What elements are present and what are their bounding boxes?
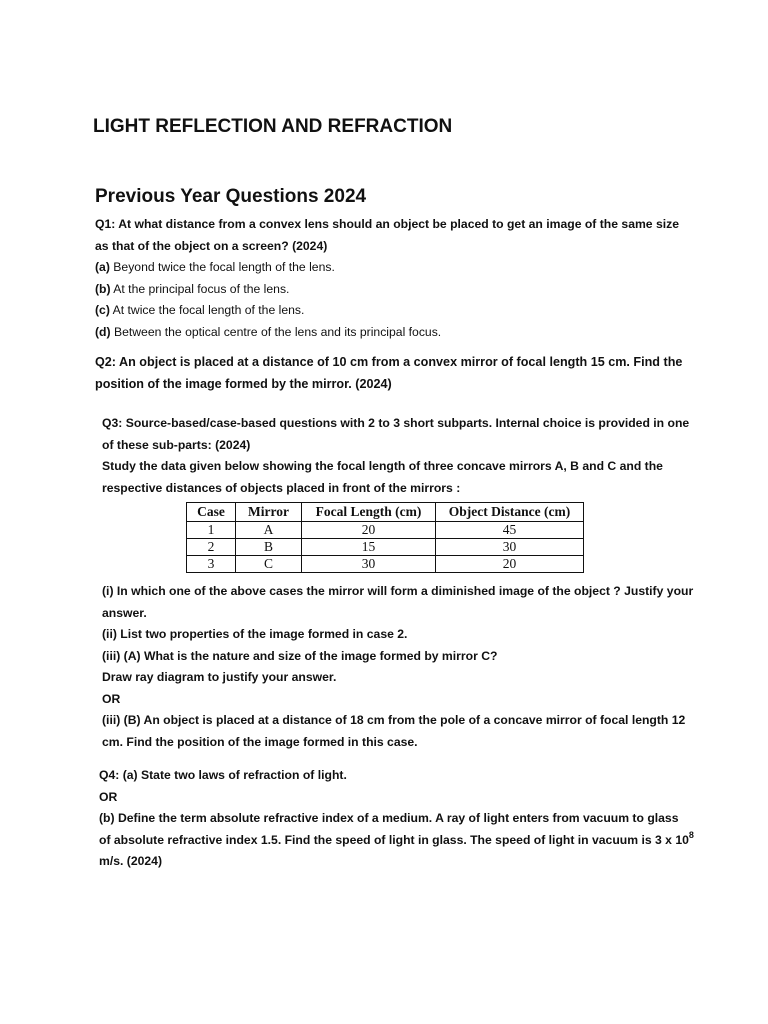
table-cell: 30 bbox=[302, 556, 436, 573]
table-cell: B bbox=[236, 539, 302, 556]
q3-part-line: (iii) (B) An object is placed at a distance of 18 cm from the pole of a concave mirror of focal length 12 bbox=[102, 713, 686, 727]
table-header-cell: Case bbox=[187, 503, 236, 522]
option-label: (a) bbox=[95, 260, 110, 274]
table-cell: 20 bbox=[436, 556, 584, 573]
q4-line-4-text: of absolute refractive index 1.5. Find the speed of light in glass. The speed of light in vacuum is 3 x 10 bbox=[99, 832, 689, 847]
q3-line-4: respective distances of objects placed in front of the mirrors : bbox=[102, 480, 461, 495]
table-cell: A bbox=[236, 522, 302, 539]
q3-part-line: (ii) List two properties of the image formed in case 2. bbox=[102, 627, 408, 641]
q3-part-line: answer. bbox=[102, 605, 147, 620]
q2-line-1: Q2: An object is placed at a distance of 10 cm from a convex mirror of focal length 15 cm. Find the bbox=[95, 355, 683, 369]
option-label: (b) bbox=[95, 281, 111, 296]
q4-line-4 bbox=[99, 830, 709, 852]
table-cell: 3 bbox=[187, 556, 236, 573]
exponent: 8 bbox=[688, 829, 694, 840]
q3-line-1: Q3: Source-based/case-based questions with 2 to 3 short subparts. Internal choice is provided in one bbox=[102, 416, 690, 430]
q1-option-a bbox=[95, 257, 695, 279]
table-header-cell: Object Distance (cm) bbox=[436, 503, 584, 522]
table-header-row bbox=[187, 503, 584, 522]
table-cell: C bbox=[236, 556, 302, 573]
option-label: (d) bbox=[95, 324, 111, 339]
q3-part-line: Draw ray diagram to justify your answer. bbox=[102, 670, 337, 684]
q3-part-or: OR bbox=[102, 691, 121, 706]
table-cell: 45 bbox=[436, 522, 584, 539]
option-label: (c) bbox=[95, 303, 110, 317]
mirror-data-table bbox=[186, 502, 584, 573]
option-text: Beyond twice the focal length of the lens. bbox=[113, 260, 335, 274]
q3-line-3: Study the data given below showing the focal length of three concave mirrors A, B and C and the bbox=[102, 459, 663, 473]
page-title: LIGHT REFLECTION AND REFRACTION bbox=[93, 116, 453, 137]
q3-part-line: (iii) (A) What is the nature and size of the image formed by mirror C? bbox=[102, 648, 498, 663]
table-cell: 1 bbox=[187, 522, 236, 539]
q3-part-line: cm. Find the position of the image formed in this case. bbox=[102, 734, 418, 749]
table-cell: 2 bbox=[187, 539, 236, 556]
q2-line-2: position of the image formed by the mirror. (2024) bbox=[95, 377, 392, 391]
question-1 bbox=[95, 214, 695, 343]
table-cell: 15 bbox=[302, 539, 436, 556]
question-2 bbox=[95, 351, 715, 395]
question-3 bbox=[102, 413, 702, 499]
q4-line-1: Q4: (a) State two laws of refraction of light. bbox=[99, 768, 347, 782]
option-text: At the principal focus of the lens. bbox=[113, 281, 290, 296]
table-header-cell: Mirror bbox=[236, 503, 302, 522]
table-row bbox=[187, 539, 584, 556]
q3-line-2: of these sub-parts: (2024) bbox=[102, 437, 251, 452]
q1-option-b bbox=[95, 279, 695, 301]
table-cell: 30 bbox=[436, 539, 584, 556]
q1-option-d bbox=[95, 322, 695, 344]
q4-line-3: (b) Define the term absolute refractive index of a medium. A ray of light enters from vacuum to glass bbox=[99, 811, 679, 825]
table-row bbox=[187, 522, 584, 539]
q1-line-1: Q1: At what distance from a convex lens should an object be placed to get an image of the same size bbox=[95, 217, 680, 231]
table-header-cell: Focal Length (cm) bbox=[302, 503, 436, 522]
q1-option-c bbox=[95, 300, 695, 322]
question-4 bbox=[99, 765, 709, 873]
option-text: At twice the focal length of the lens. bbox=[112, 303, 305, 317]
q4-line-5: m/s. (2024) bbox=[99, 854, 163, 868]
table-row bbox=[187, 556, 584, 573]
q3-part-line: (i) In which one of the above cases the mirror will form a diminished image of the object ? Justify your bbox=[102, 584, 694, 598]
question-3-parts bbox=[102, 581, 702, 753]
q4-or: OR bbox=[99, 789, 118, 804]
option-text: Between the optical centre of the lens and its principal focus. bbox=[113, 324, 442, 339]
q1-line-2: as that of the object on a screen? (2024) bbox=[95, 238, 328, 253]
table-cell: 20 bbox=[302, 522, 436, 539]
section-title: Previous Year Questions 2024 bbox=[95, 186, 367, 207]
